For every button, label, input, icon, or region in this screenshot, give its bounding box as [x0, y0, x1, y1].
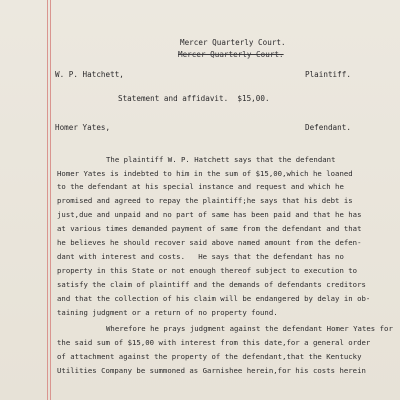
body-line: Homer Yates is indebted to him in the sum of $15,00,which he loaned — [57, 169, 353, 178]
body-line: and that the collection of his claim will be endangered by delay in ob- — [57, 294, 371, 303]
body-line: The plaintiff W. P. Hatchett says that the defendant — [106, 155, 336, 164]
body-line: at various times demanded payment of same from the defendant and that — [57, 224, 362, 233]
body-line: Utilities Company be summoned as Garnishee herein,for his costs herein — [57, 366, 366, 375]
body-line: the said sum of $15,00 with interest from this date,for a general order — [57, 338, 371, 347]
struck-heading: Mercer Quarterly Court. — [178, 50, 284, 59]
body-line: property in this State or not enough thereof subject to execution to — [57, 266, 358, 275]
defendant-role: Defendant. — [305, 123, 351, 132]
court-heading: Mercer Quarterly Court. — [180, 38, 286, 47]
body-line: taining judgment or a return of no property found. — [57, 308, 278, 317]
plaintiff-role: Plaintiff. — [305, 70, 351, 79]
body-line: to the defendant at his special instance and request and which he — [57, 182, 344, 191]
margin-rule-inner — [50, 0, 51, 400]
body-line: satisfy the claim of plaintiff and the demands of defendants creditors — [57, 280, 366, 289]
defendant-name: Homer Yates, — [55, 123, 111, 132]
body-line: just,due and unpaid and no part of same has been paid and that he has — [57, 210, 362, 219]
plaintiff-name: W. P. Hatchett, — [55, 70, 124, 79]
body-line: of attachment against the property of the defendant,that the Kentucky — [57, 352, 362, 361]
margin-rule-outer — [47, 0, 48, 400]
document-title: Statement and affidavit. $15,00. — [118, 94, 270, 103]
body-line: promised and agreed to repay the plaintiff;he says that his debt is — [57, 196, 353, 205]
body-line: he believes he should recover said above named amount from the defen- — [57, 238, 362, 247]
body-line: dant with interest and costs. He says that the defendant has no — [57, 252, 344, 261]
body-line: Wherefore he prays judgment against the defendant Homer Yates for — [106, 324, 393, 333]
